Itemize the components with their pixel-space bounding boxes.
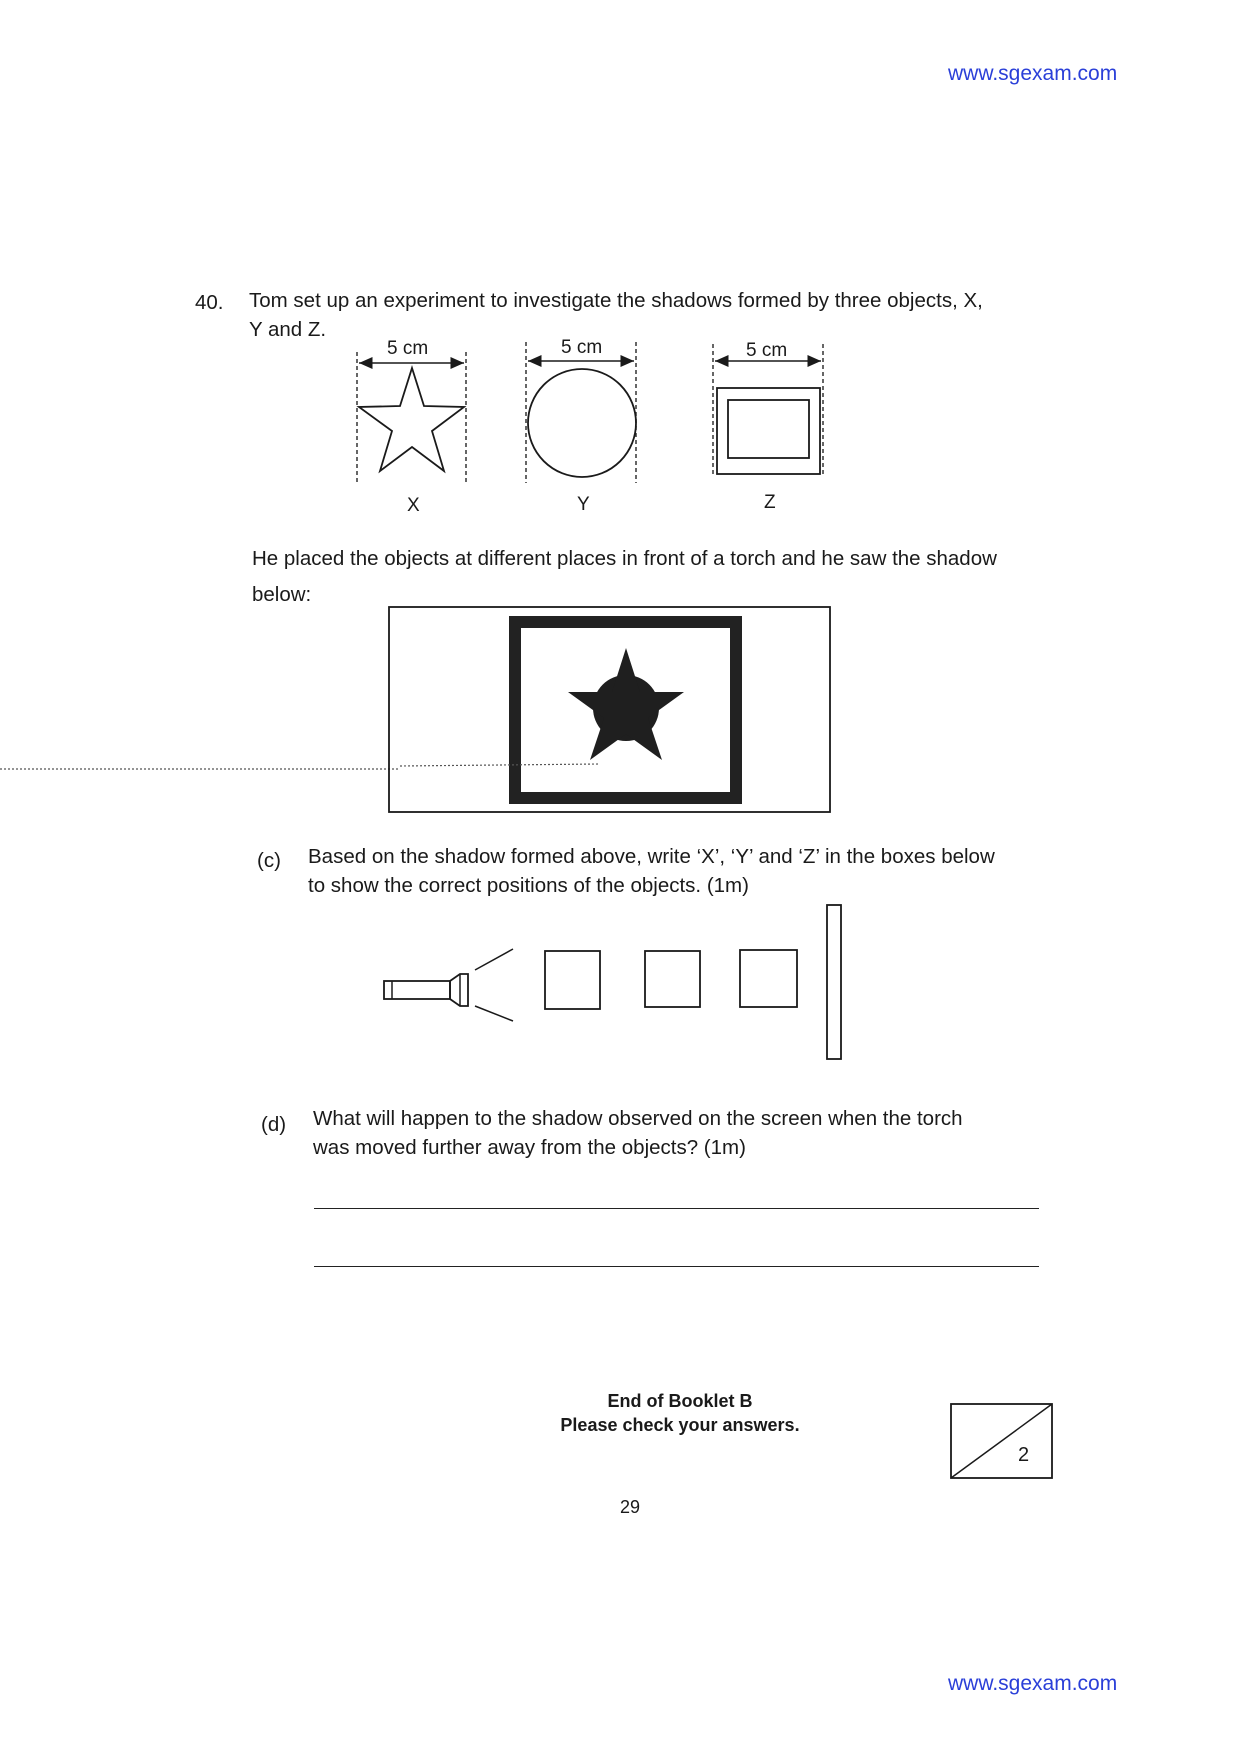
object-x-label: X (407, 495, 420, 516)
page-number: 29 (619, 1497, 641, 1517)
object-y-label: Y (577, 494, 590, 515)
part-c-label: (c) (257, 849, 281, 872)
part-d-label: (d) (261, 1113, 287, 1136)
object-z-label: Z (764, 492, 776, 513)
object-x-width-label: 5 cm (387, 338, 429, 359)
shadow-description-line2: below: (252, 583, 312, 606)
score-total: 2 (1018, 1444, 1030, 1466)
check-answers-note: Please check your answers. (560, 1415, 800, 1435)
part-c-line1: Based on the shadow formed above, write ‘X’, ‘Y’ and ‘Z’ in the boxes below (308, 845, 995, 868)
question-intro-line1: Tom set up an experiment to investigate the shadows formed by three objects, X, (249, 289, 983, 312)
footer-website: www.sgexam.com (948, 1672, 1118, 1695)
part-d-line1: What will happen to the shadow observed on the screen when the torch (313, 1107, 963, 1130)
part-d-line2: was moved further away from the objects? (1m) (313, 1136, 746, 1159)
header-website: www.sgexam.com (948, 62, 1118, 85)
end-of-booklet: End of Booklet B (607, 1391, 753, 1411)
shadow-description-line1: He placed the objects at different places in front of a torch and he saw the shadow (252, 547, 997, 570)
part-c-line2: to show the correct positions of the objects. (1m) (308, 874, 749, 897)
question-intro-line2: Y and Z. (249, 318, 327, 341)
object-y-width-label: 5 cm (561, 337, 603, 358)
question-number: 40. (195, 291, 224, 314)
object-z-width-label: 5 cm (746, 340, 788, 361)
